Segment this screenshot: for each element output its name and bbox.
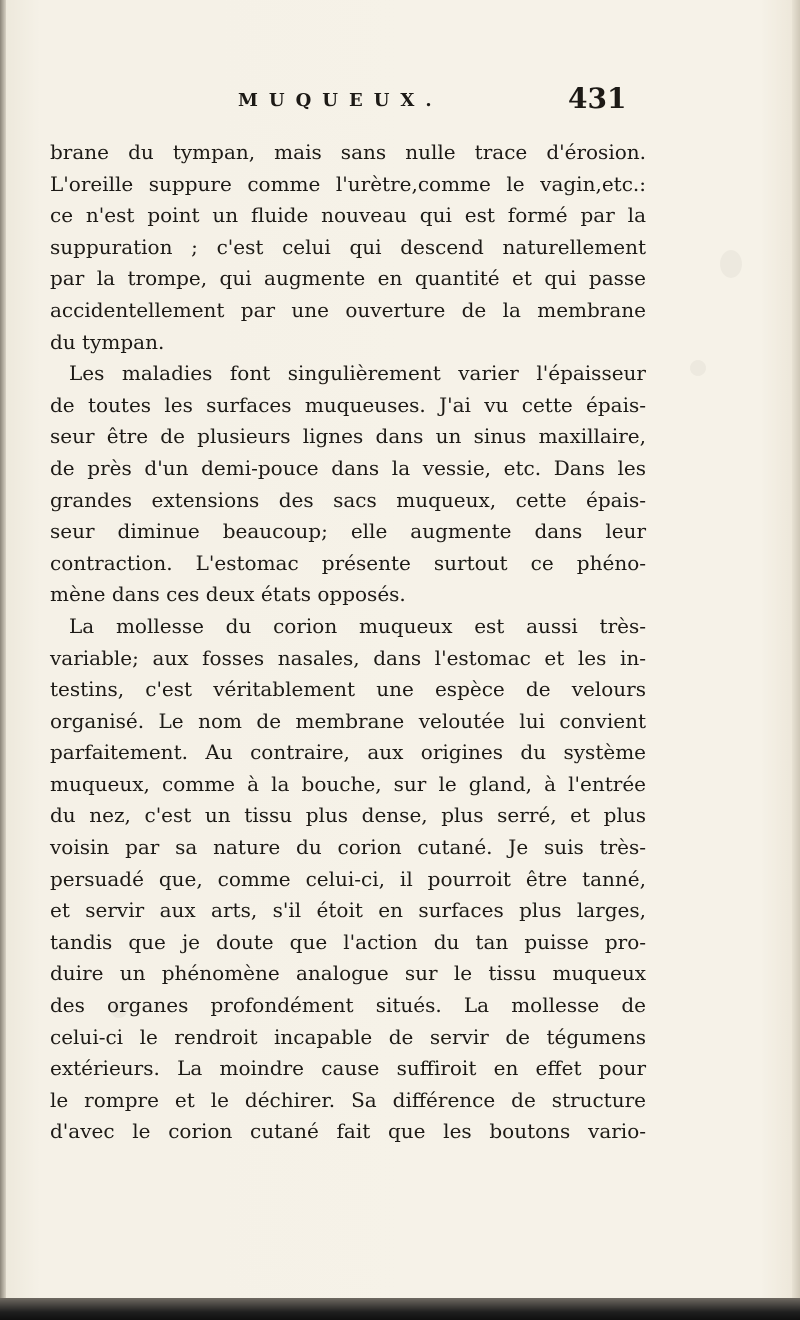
page-bottom-shadow — [0, 1298, 800, 1320]
page-left-edge — [0, 0, 6, 1320]
text-line: tandis que je doute que l'action du tan puisse pro- — [50, 929, 646, 954]
text-line: Les maladies font singulièrement varier l'épaisseur — [69, 361, 646, 386]
text-line: et servir aux arts, s'il étoit en surfaces plus larges, — [50, 898, 646, 923]
text-line: testins, c'est véritablement une espèce de velours — [50, 677, 646, 702]
text-line: du nez, c'est un tissu plus dense, plus serré, et plus — [50, 803, 646, 828]
running-head: MUQUEUX. — [238, 90, 443, 111]
text-line: grandes extensions des sacs muqueux, cette épais- — [50, 487, 646, 512]
text-line: extérieurs. La moindre cause suffiroit en effet pour — [50, 1056, 646, 1081]
text-line: muqueux, comme à la bouche, sur le gland, à l'entrée — [50, 771, 646, 796]
text-line: voisin par sa nature du corion cutané. Je suis très- — [50, 835, 646, 860]
text-line: variable; aux fosses nasales, dans l'estomac et les in- — [50, 645, 646, 670]
text-line: suppuration ; c'est celui qui descend naturellement — [50, 234, 646, 259]
paper-stain — [720, 250, 742, 278]
text-line: La mollesse du corion muqueux est aussi très- — [69, 613, 646, 638]
text-line: organisé. Le nom de membrane veloutée lui convient — [50, 708, 646, 733]
text-line: de près d'un demi-pouce dans la vessie, etc. Dans les — [50, 455, 646, 480]
body-text — [50, 137, 646, 1148]
text-line: seur diminue beaucoup; elle augmente dans leur — [50, 519, 646, 544]
text-line: parfaitement. Au contraire, aux origines du système — [50, 740, 646, 765]
text-line: celui-ci le rendroit incapable de servir de tégumens — [50, 1024, 646, 1049]
text-line: L'oreille suppure comme l'urètre,comme le vagin,etc.: — [50, 171, 646, 196]
text-line: d'avec le corion cutané fait que les boutons vario- — [50, 1119, 646, 1144]
text-line: accidentellement par une ouverture de la membrane — [50, 297, 646, 322]
page-right-edge — [792, 0, 800, 1320]
text-line: brane du tympan, mais sans nulle trace d'érosion. — [50, 140, 646, 164]
text-line: par la trompe, qui augmente en quantité et qui passe — [50, 266, 646, 291]
text-line: contraction. L'estomac présente surtout ce phéno- — [50, 550, 646, 575]
text-line: mène dans ces deux états opposés. — [50, 582, 406, 607]
text-line: des organes profondément situés. La mollesse de — [50, 993, 646, 1018]
text-line: persuadé que, comme celui-ci, il pourroit être tanné, — [50, 866, 646, 891]
text-line: de toutes les surfaces muqueuses. J'ai vu cette épais- — [50, 392, 646, 417]
text-line: le rompre et le déchirer. Sa différence de structure — [50, 1087, 646, 1112]
text-line: ce n'est point un fluide nouveau qui est formé par la — [50, 203, 646, 228]
page-header — [238, 82, 628, 122]
text-line: du tympan. — [50, 329, 165, 354]
page-number: 431 — [568, 82, 627, 115]
paper-stain — [690, 360, 706, 376]
text-line: seur être de plusieurs lignes dans un sinus maxillaire, — [50, 424, 646, 449]
text-line: duire un phénomène analogue sur le tissu muqueux — [50, 961, 646, 986]
